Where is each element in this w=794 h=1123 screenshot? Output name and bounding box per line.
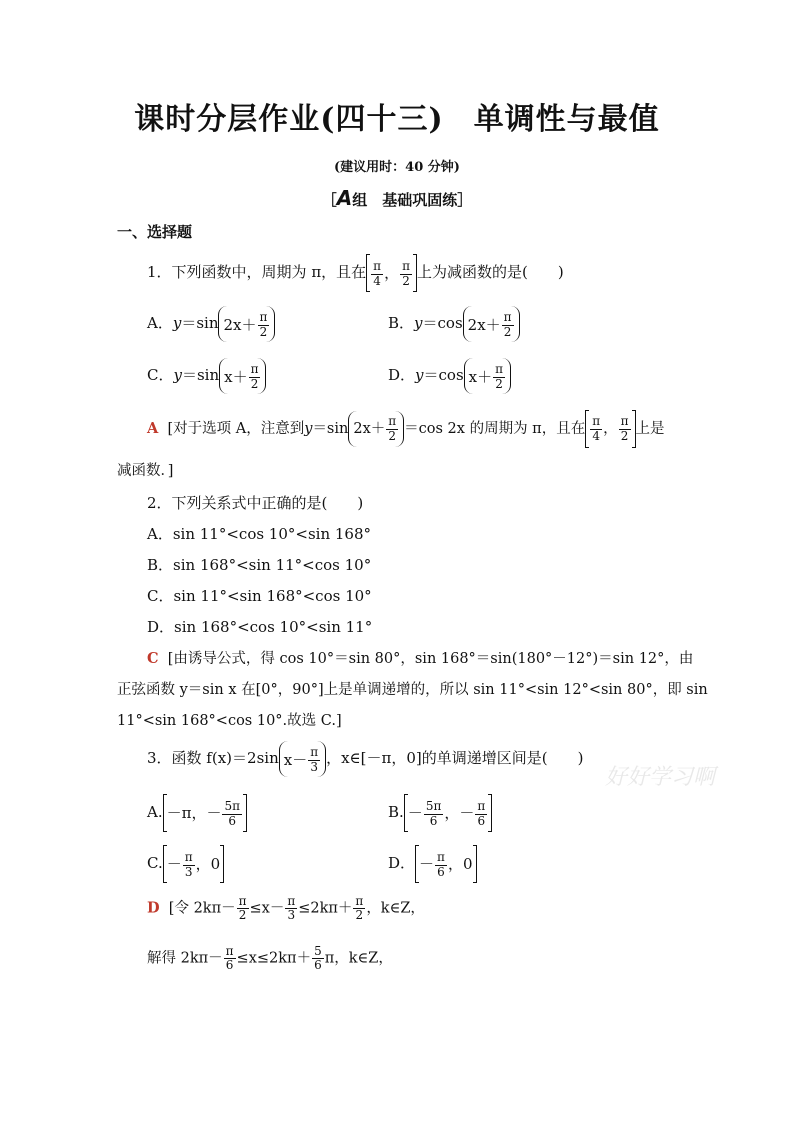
group-header: ［A组 基础巩固练］ <box>321 186 473 210</box>
title-sub: 单调性与最值 <box>473 102 660 137</box>
q1-interval: $\frac{\pi}{4}$ ， $\frac{\pi}{2}$ <box>366 254 417 292</box>
q1-option-b[interactable]: B．y＝cos 2x＋ $\frac{\pi}{2}$ <box>388 306 520 342</box>
q3-option-b[interactable]: B. － $\frac{5\pi}{6}$ ，－ $\frac{\pi}{6}$ <box>388 794 492 832</box>
q2-option-d[interactable]: D．sin 168°<cos 10°<sin 11° <box>147 618 373 636</box>
group-text: 组 基础巩固练 <box>352 191 458 209</box>
q1-option-c[interactable]: C．y＝sin x＋ $\frac{\pi}{2}$ <box>147 358 266 394</box>
q1-option-d[interactable]: D．y＝cos x＋ $\frac{\pi}{2}$ <box>388 358 511 394</box>
q1-prefix: 1．下列函数中，周期为 π，且在 <box>147 263 367 281</box>
q3-option-d[interactable]: D． － $\frac{\pi}{6}$ ，0 <box>388 845 477 883</box>
group-badge: A <box>336 186 353 210</box>
q3-option-c[interactable]: C. － $\frac{\pi}{3}$ ，0 <box>147 845 224 883</box>
answer-letter: D <box>147 899 160 917</box>
question-1 <box>147 254 564 292</box>
q3-answer-line-2: 解得 2kπ－ $\frac{\pi}{6}$ ≤x≤2kπ＋ $\frac{5}{6}$ π，k∈Z， <box>147 944 393 973</box>
q2-option-c[interactable]: C．sin 11°<sin 168°<cos 10° <box>147 587 372 605</box>
q3-option-a[interactable]: A. －π，－ $\frac{5\pi}{6}$ <box>147 794 247 832</box>
q1-option-a[interactable]: A．y＝sin 2x＋ $\frac{\pi}{2}$ <box>147 306 275 342</box>
section-heading: 一、选择题 <box>117 223 193 241</box>
question-3: 3．函数 f(x)＝2sin x－ $\frac{\pi}{3}$ ，x∈[－π，0]的单调递增区间是( ) <box>147 741 583 777</box>
q3-answer: D [令 2kπ－ $\frac{\pi}{2}$ ≤x－ $\frac{\pi}{3}$ ≤2kπ＋ $\frac{\pi}{2}$ ，k∈Z， <box>147 894 425 923</box>
question-2: 2．下列关系式中正确的是( ) <box>147 494 364 512</box>
q2-answer: C [由诱导公式，得 cos 10°＝sin 80°，sin 168°＝sin(180°－12°)＝sin 12°，由 <box>147 650 694 667</box>
answer-letter: A <box>147 420 159 437</box>
q2-answer-line-2: 正弦函数 y＝sin x 在[0°，90°]上是单调递增的，所以 sin 11°<sin 12°<sin 80°，即 sin <box>117 682 708 698</box>
answer-letter: C <box>147 650 159 667</box>
q2-option-b[interactable]: B．sin 168°<sin 11°<cos 10° <box>147 556 372 574</box>
q1-answer: A [对于选项 A，注意到y＝sin 2x＋ $\frac{\pi}{2}$ ＝cos 2x 的周期为 π，且在 $\frac{\pi}{4}$ ， $\frac{\pi}{2}$ 上是 <box>147 410 665 448</box>
watermark: 好好学习啊 <box>605 765 716 790</box>
title-main: 课时分层作业(四十三) <box>134 102 444 137</box>
q1-suffix: 上为减函数的是( ) <box>416 263 564 281</box>
q1-answer-cont: 减函数．] <box>117 463 174 479</box>
page-title <box>0 94 794 138</box>
q2-answer-line-3: 11°<sin 168°<cos 10°.故选 C.] <box>117 713 342 729</box>
time-hint: (建议用时：40 分钟) <box>334 160 460 175</box>
q2-option-a[interactable]: A．sin 11°<cos 10°<sin 168° <box>147 525 372 543</box>
